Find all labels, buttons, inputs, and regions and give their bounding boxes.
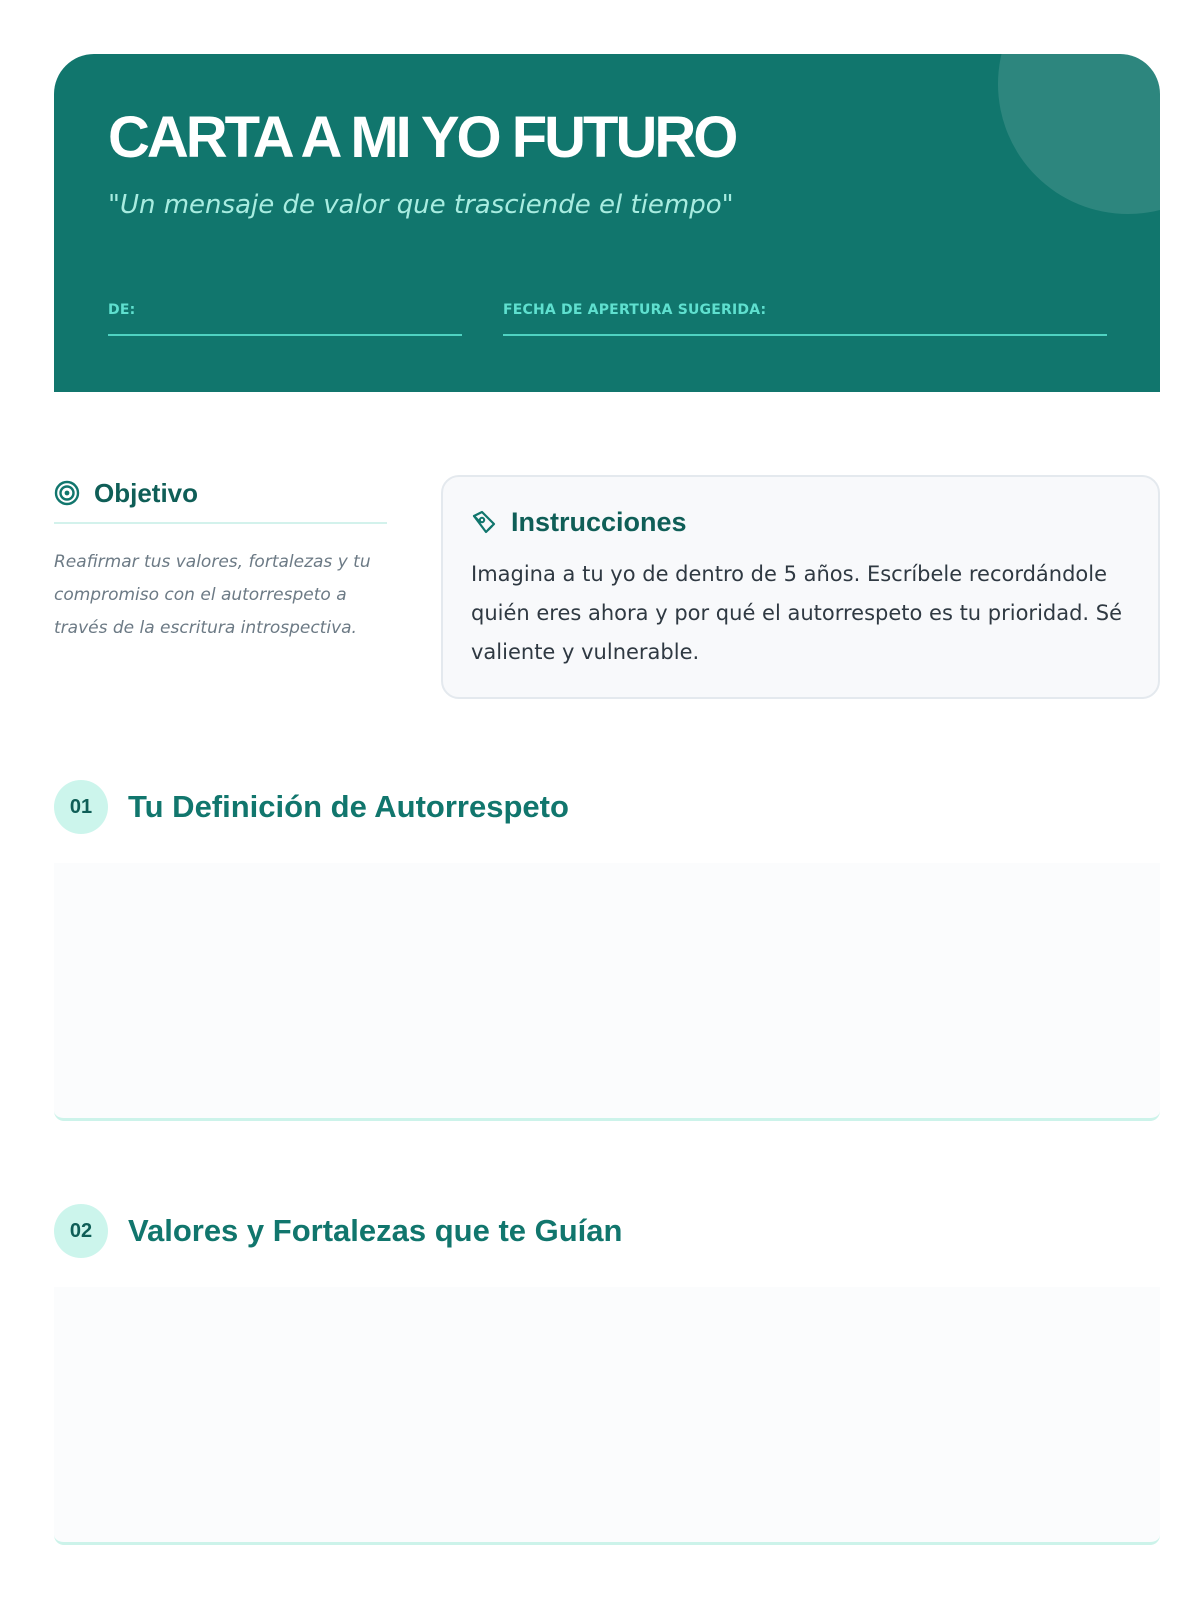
pen-icon xyxy=(471,509,497,535)
instructions-title: Instrucciones xyxy=(511,506,687,537)
objective-title: Objetivo xyxy=(94,477,199,508)
from-field[interactable] xyxy=(108,302,462,336)
instructions-text: Imagina a tu yo de dentro de 5 años. Escríbele recordándole quién eres ahora y por qué el autorrespeto es tu prioridad. Sé valiente y vulnerable. xyxy=(471,562,1123,664)
objective-header xyxy=(54,476,387,510)
opening-date-field[interactable] xyxy=(503,302,1107,336)
page-subtitle: "Un mensaje de valor que trasciende el tiempo" xyxy=(108,190,734,220)
section-title: Valores y Fortalezas que te Guían xyxy=(128,1213,623,1248)
writing-area-2[interactable] xyxy=(54,1287,1160,1545)
from-label: DE: xyxy=(108,302,136,318)
header-banner xyxy=(54,54,1160,392)
section-title: Tu Definición de Autorrespeto xyxy=(128,789,569,824)
objective-block xyxy=(54,476,387,645)
section-header-2 xyxy=(54,1204,622,1258)
section-header-1 xyxy=(54,780,569,834)
page-title: CARTA A MI YO FUTURO xyxy=(108,105,736,170)
decorative-circle xyxy=(998,54,1160,214)
objective-divider xyxy=(54,522,387,524)
target-icon xyxy=(54,480,80,506)
section-number-badge: 02 xyxy=(54,1204,108,1258)
objective-text: Reafirmar tus valores, fortalezas y tu compromiso con el autorrespeto a través de la escritura introspectiva. xyxy=(54,552,371,638)
instructions-header xyxy=(471,505,1130,539)
writing-area-1[interactable] xyxy=(54,863,1160,1121)
opening-date-label: FECHA DE APERTURA SUGERIDA: xyxy=(503,302,767,318)
section-number-badge: 01 xyxy=(54,780,108,834)
instructions-card xyxy=(441,475,1160,699)
